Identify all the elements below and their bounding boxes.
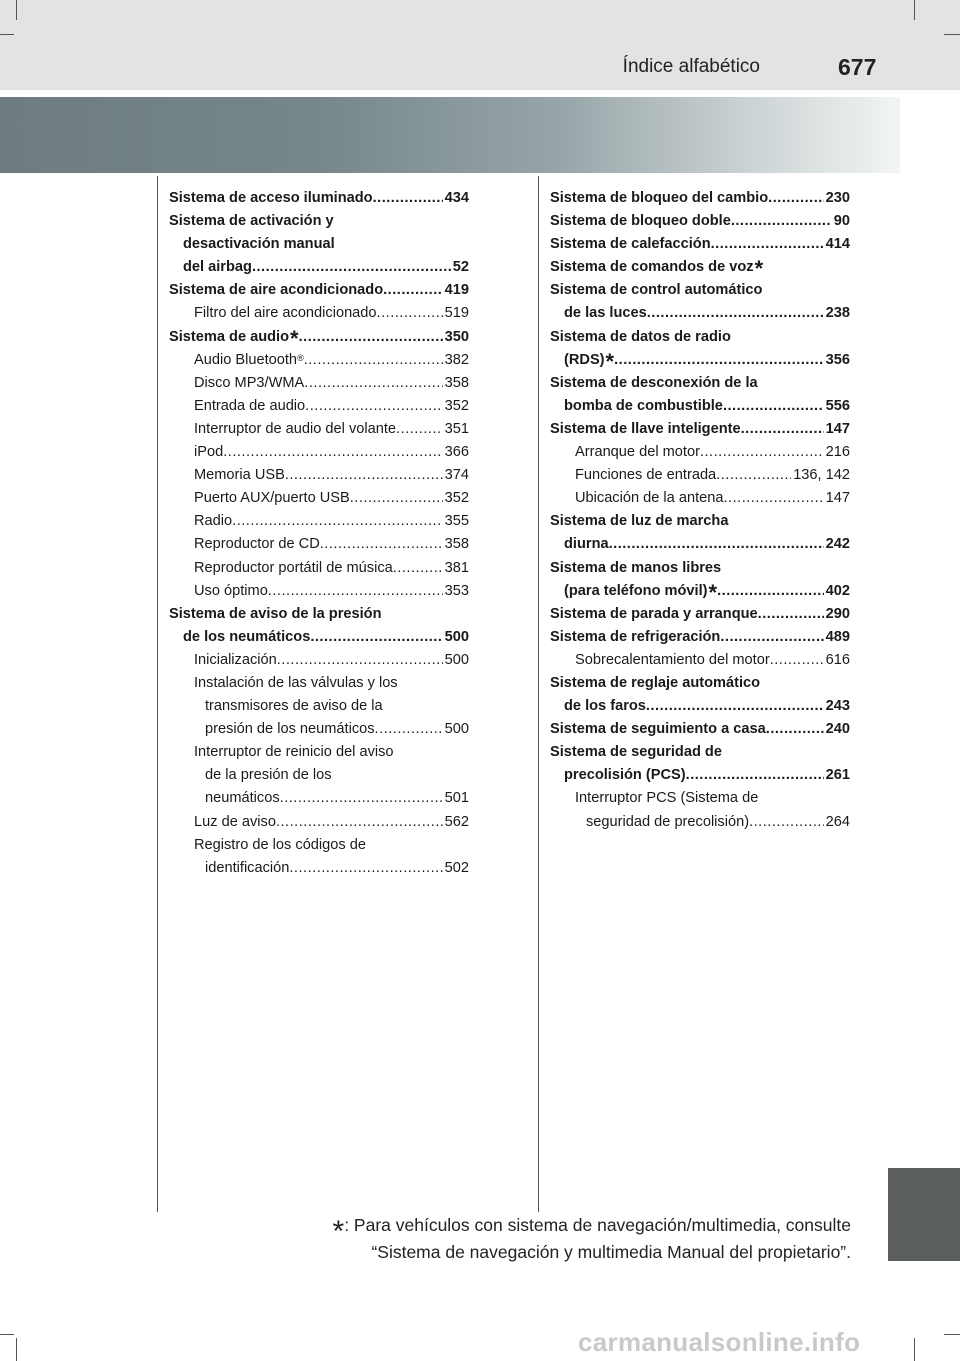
index-entry (169, 418, 469, 441)
crop-mark (0, 34, 14, 35)
index-entry-text: Ubicación de la antena (575, 490, 724, 507)
page-reference: 381 (444, 559, 469, 576)
index-entry (550, 487, 850, 510)
index-entry-text: Instalación de las válvulas y los (194, 674, 398, 691)
crop-mark (944, 1334, 960, 1335)
index-entry-text: Registro de los códigos de (194, 836, 366, 853)
leader-dots (393, 557, 443, 580)
index-entry-text: Reproductor de CD (194, 536, 320, 553)
index-entry (169, 302, 469, 325)
index-entry-text: Sistema de audio* (169, 325, 299, 351)
index-entry-text: Disco MP3/WMA (194, 374, 305, 391)
page-reference: 216 (825, 444, 850, 461)
page-reference: 519 (444, 305, 469, 322)
page-reference: 352 (444, 397, 469, 414)
index-entry (169, 326, 469, 349)
index-entry-text: Sistema de reglaje automático (550, 674, 761, 691)
leader-dots (711, 233, 824, 256)
page-reference: 358 (444, 536, 469, 553)
index-entry-text: bomba de combustible (564, 397, 723, 414)
index-entry-text: Sistema de llave inteligente (550, 420, 741, 437)
index-entry-text: iPod (194, 444, 224, 461)
index-entry-text: del airbag (183, 259, 252, 276)
index-entry-text: Interruptor PCS (Sistema de (575, 790, 759, 807)
leader-dots (768, 187, 823, 210)
index-entry-text: desactivación manual (183, 236, 335, 253)
leader-dots (310, 626, 442, 649)
index-entry-text: Sistema de manos libres (550, 559, 722, 576)
index-entry-text: Sistema de datos de radio (550, 328, 731, 345)
index-entry-text: Sistema de activación y (169, 213, 334, 230)
index-entry (169, 210, 469, 233)
index-entry-text: Sistema de comandos de voz* (550, 256, 764, 282)
leader-dots (268, 580, 443, 603)
index-entry (169, 510, 469, 533)
page-reference: 356 (825, 351, 850, 368)
leader-dots (375, 718, 443, 741)
index-entry-text: Memoria USB (194, 467, 285, 484)
index-entry-text: Entrada de audio (194, 397, 306, 414)
index-entry-text: Sistema de luz de marcha (550, 513, 729, 530)
leader-dots (285, 464, 443, 487)
index-entry (169, 533, 469, 556)
page-reference: 147 (825, 490, 850, 507)
page-reference: 556 (825, 397, 850, 414)
leader-dots (731, 210, 832, 233)
leader-dots (723, 487, 823, 510)
index-entry (169, 349, 469, 372)
index-entry-text: Sobrecalentamiento del motor (575, 651, 770, 668)
index-entry (550, 326, 850, 349)
index-entry-text: Radio (194, 513, 233, 530)
column-divider (538, 176, 539, 1212)
index-entry (550, 418, 850, 441)
page-reference: 489 (825, 628, 850, 645)
leader-dots (770, 649, 824, 672)
index-entry (550, 395, 850, 418)
index-entry-text: Inicialización (194, 651, 277, 668)
index-entry-text: de los neumáticos (183, 628, 311, 645)
page-reference: 264 (825, 813, 850, 830)
index-entry-text: precolisión (PCS) (564, 767, 686, 784)
index-entry-text: Sistema de seguridad de (550, 744, 722, 761)
index-entry (169, 464, 469, 487)
leader-dots (304, 349, 443, 372)
page-reference: 147 (825, 420, 850, 437)
leader-dots (383, 279, 443, 302)
leader-dots (232, 510, 443, 533)
index-entry-text: transmisores de aviso de la (205, 698, 383, 715)
page-reference: 136, 142 (793, 467, 850, 484)
index-entry (550, 533, 850, 556)
page-reference: 238 (825, 305, 850, 322)
footnote-line-2: “Sistema de navegación y multimedia Manual del propietario”. (371, 1242, 851, 1262)
page-reference: 562 (444, 813, 469, 830)
index-entry (550, 764, 850, 787)
crop-mark (16, 0, 17, 20)
asterisk-mark: * (754, 256, 764, 282)
index-entry-text: seguridad de precolisión) (586, 813, 750, 830)
page-reference: 352 (444, 490, 469, 507)
index-entry (169, 580, 469, 603)
page-reference: 52 (452, 259, 469, 276)
page-reference: 353 (444, 582, 469, 599)
index-entry-text: Sistema de refrigeración (550, 628, 721, 645)
crop-mark (16, 1338, 17, 1361)
leader-dots (758, 603, 824, 626)
index-entry-text: Sistema de aire acondicionado (169, 282, 384, 299)
leader-dots (749, 811, 824, 834)
index-entry (169, 372, 469, 395)
index-entry-text: diurna (564, 536, 609, 553)
index-entry-text: Filtro del aire acondicionado (194, 305, 377, 322)
index-entry (169, 187, 469, 210)
header-banner (0, 97, 900, 173)
page-reference: 261 (825, 767, 850, 784)
leader-dots (299, 326, 443, 349)
leader-dots (686, 764, 824, 787)
page-reference: 351 (444, 420, 469, 437)
page-number: 677 (838, 54, 877, 80)
index-entry-text: Interruptor de reinicio del aviso (194, 744, 394, 761)
index-entry-text: Sistema de aviso de la presión (169, 605, 382, 622)
index-entry (169, 718, 469, 741)
index-entry (169, 233, 469, 256)
index-entry-text: Audio Bluetooth® (194, 351, 304, 368)
watermark: carmanualsonline.info (578, 1327, 861, 1357)
page-reference: 374 (444, 467, 469, 484)
page-reference: 230 (825, 190, 850, 206)
index-entry-text: de las luces (564, 305, 647, 322)
index-entry (550, 626, 850, 649)
index-entry (550, 349, 850, 372)
index-entry-text: Sistema de calefacción (550, 236, 711, 253)
leader-dots (305, 395, 442, 418)
section-thumb-tab (888, 1168, 960, 1261)
page-reference: 290 (825, 605, 850, 622)
index-entry (550, 787, 850, 810)
footnote (250, 1212, 851, 1266)
page-reference: 358 (444, 374, 469, 391)
index-entry (169, 441, 469, 464)
index-entry-text: Uso óptimo (194, 582, 268, 599)
index-entry (550, 279, 850, 302)
page-reference: 500 (444, 721, 469, 738)
leader-dots (252, 256, 451, 279)
index-entry (550, 441, 850, 464)
leader-dots (280, 787, 443, 810)
page-reference: 242 (825, 536, 850, 553)
footnote-line-1: *: Para vehículos con sistema de navegación/multimedia, consulte (332, 1215, 851, 1248)
index-entry (550, 557, 850, 580)
page-reference: 366 (444, 444, 469, 461)
index-entry (169, 395, 469, 418)
index-entry-text: de la presión de los (205, 767, 332, 784)
page-section-title: Índice alfabético (622, 56, 760, 77)
index-entry-text: (RDS)* (564, 348, 615, 374)
leader-dots (716, 464, 791, 487)
index-entry-text: Sistema de seguimiento a casa (550, 721, 766, 738)
index-entry-text: Interruptor de audio del volante (194, 420, 397, 437)
asterisk-mark: * (708, 579, 718, 605)
index-entry-text: Sistema de control automático (550, 282, 763, 299)
page-reference: 402 (825, 582, 850, 599)
index-entry-text: identificación (205, 859, 290, 876)
index-entry (550, 811, 850, 834)
crop-mark (944, 34, 960, 35)
index-entry (550, 372, 850, 395)
index-entry (169, 672, 469, 695)
registered-mark: ® (297, 352, 304, 363)
index-entry-text: Sistema de acceso iluminado (169, 190, 373, 206)
leader-dots (276, 811, 443, 834)
leader-dots (396, 418, 443, 441)
page-reference: 501 (444, 790, 469, 807)
leader-dots (320, 533, 443, 556)
leader-dots (350, 487, 443, 510)
crop-mark (0, 1334, 14, 1335)
page-reference: 243 (825, 698, 850, 715)
index-entry (550, 649, 850, 672)
page-reference: 500 (444, 628, 469, 645)
index-entry (169, 279, 469, 302)
index-entry (169, 741, 469, 764)
index-entry (169, 857, 469, 880)
index-entry (169, 764, 469, 787)
index-entry-text: neumáticos (205, 790, 280, 807)
index-entry (169, 811, 469, 834)
page-reference: 414 (825, 236, 850, 253)
asterisk-mark: * (605, 348, 615, 374)
leader-dots (277, 649, 443, 672)
index-column-right (550, 187, 850, 834)
index-entry (550, 256, 850, 282)
page-reference: 355 (444, 513, 469, 530)
index-entry (550, 580, 850, 603)
index-entry-text: Sistema de bloqueo doble (550, 213, 731, 230)
index-entry (550, 672, 850, 695)
index-entry-text: Sistema de desconexión de la (550, 374, 758, 391)
index-entry (169, 626, 469, 649)
leader-dots (614, 349, 824, 372)
index-entry-text: de los faros (564, 698, 646, 715)
index-entry-text: Funciones de entrada (575, 467, 717, 484)
index-entry (550, 187, 850, 210)
leader-dots (717, 580, 824, 603)
index-entry (169, 603, 469, 626)
column-divider (157, 176, 158, 1212)
index-entry (550, 741, 850, 764)
index-entry (169, 256, 469, 279)
page-reference: 419 (444, 282, 469, 299)
page-reference: 616 (825, 651, 850, 668)
leader-dots (647, 302, 824, 325)
leader-dots (723, 395, 824, 418)
leader-dots (289, 857, 442, 880)
index-entry (550, 718, 850, 741)
index-entry (169, 834, 469, 857)
page-reference: 240 (825, 721, 850, 738)
leader-dots (700, 441, 824, 464)
crop-mark (914, 0, 915, 20)
page-reference: 500 (444, 651, 469, 668)
page-reference: 90 (833, 213, 850, 230)
leader-dots (377, 302, 443, 325)
index-entry (550, 302, 850, 325)
leader-dots (741, 418, 824, 441)
crop-mark (914, 1338, 915, 1361)
page-reference: 350 (444, 328, 469, 345)
index-entry (550, 464, 850, 487)
index-entry (550, 695, 850, 718)
leader-dots (223, 441, 442, 464)
page-reference: 502 (444, 859, 469, 876)
index-entry-text: Luz de aviso (194, 813, 276, 830)
index-entry (550, 510, 850, 533)
index-entry-text: Sistema de bloqueo del cambio (550, 190, 769, 206)
index-entry-text: Reproductor portátil de música (194, 559, 393, 576)
page-reference: 382 (444, 351, 469, 368)
index-entry-text: Arranque del motor (575, 444, 700, 461)
asterisk-mark: * (290, 325, 299, 351)
index-entry (550, 233, 850, 256)
index-entry (169, 649, 469, 672)
leader-dots (304, 372, 442, 395)
index-entry-text: (para teléfono móvil)* (564, 579, 718, 605)
leader-dots (766, 718, 824, 741)
index-entry (550, 603, 850, 626)
index-entry-text: Puerto AUX/puerto USB (194, 490, 350, 507)
index-column-left (169, 187, 469, 880)
index-entry (169, 787, 469, 810)
index-entry (169, 557, 469, 580)
index-entry-text: Sistema de parada y arranque (550, 605, 758, 622)
leader-dots (373, 187, 443, 210)
leader-dots (609, 533, 824, 556)
leader-dots (646, 695, 824, 718)
index-entry-text: presión de los neumáticos (205, 721, 375, 738)
index-entry (550, 210, 850, 233)
page-reference: 434 (444, 190, 469, 206)
index-entry (169, 695, 469, 718)
footnote-asterisk: * (332, 1215, 345, 1248)
leader-dots (720, 626, 823, 649)
index-entry (169, 487, 469, 510)
header-band (0, 0, 960, 90)
